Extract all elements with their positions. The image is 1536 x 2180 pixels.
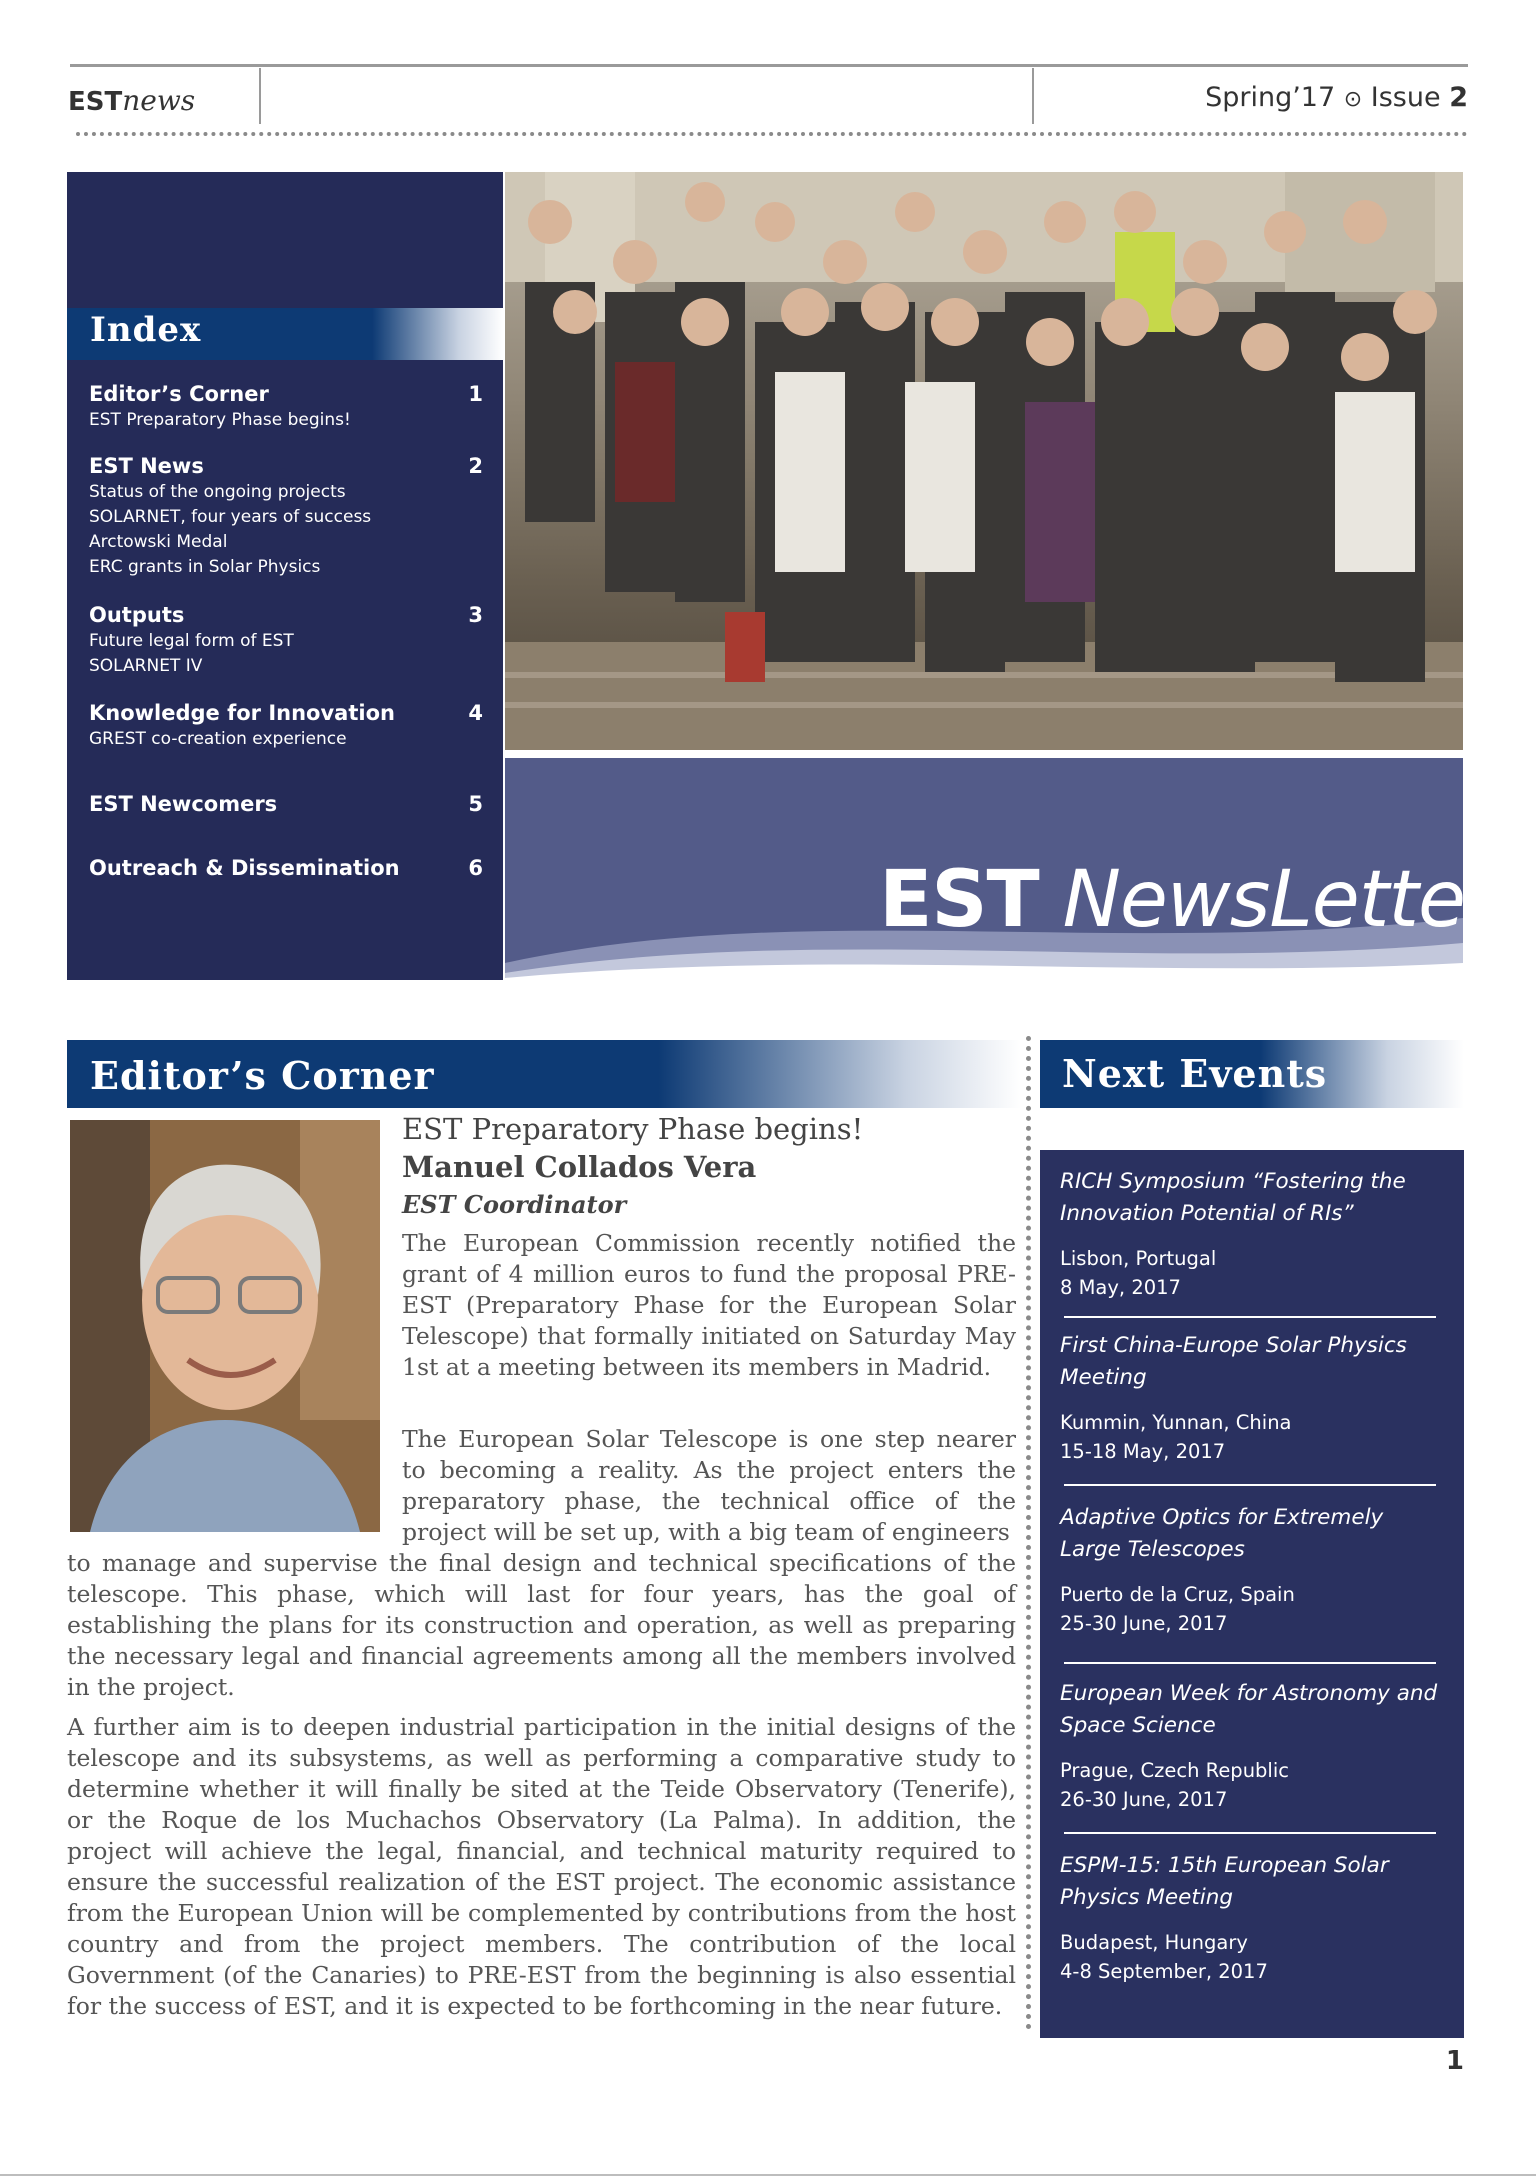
index-subitem: Status of the ongoing projects: [89, 482, 346, 502]
article-paragraph-1: The European Commission recently notified the grant of 4 million euros to fund the proposal PRE-EST (Preparatory Phase for the European Solar Telescope) that formally initiated on Saturday May 1st at a meeting between its members in Madrid.: [402, 1229, 1016, 1381]
index-item-heading: EST Newcomers: [89, 792, 278, 816]
editor-portrait: [70, 1120, 380, 1532]
next-events-title: Next Events: [1062, 1051, 1328, 1096]
event-name: RICH Symposium “Fostering the Innovation Potential of RIs”: [1060, 1169, 1406, 1226]
event-date: 26-30 June, 2017: [1060, 1788, 1228, 1811]
column-dotted-divider: [1026, 1036, 1031, 2030]
event-place: Lisbon, Portugal: [1060, 1247, 1217, 1270]
index-item-est-news[interactable]: [89, 452, 483, 580]
event-item[interactable]: [1060, 1502, 1440, 1638]
event-separator: [1064, 1832, 1436, 1834]
index-item-heading: Editor’s Corner: [89, 382, 269, 406]
index-subitem: ERC grants in Solar Physics: [89, 557, 321, 577]
event-name: First China-Europe Solar Physics Meeting: [1060, 1333, 1407, 1390]
article-paragraph-3: A further aim is to deepen industrial participation in the initial designs of the telescope and its subsystems, as well as performing a comparative study to determine whether it will finally be sited at the Teide Observatory (Tenerife), or the Roque de los Muchachos Observatory (La Palma). In addition, the project will achieve the legal, financial, and technical maturity required to ensure the successful realization of the EST project. The economic assistance from the European Union will be complemented by contributions from the host country and from the project members. The contribution of the local Government (of the Canaries) to PRE-EST from the beginning is also essential for the success of EST, and it is expected to be forthcoming in the near future.: [67, 1713, 1016, 2020]
index-subitem: EST Preparatory Phase begins!: [89, 410, 351, 430]
event-separator: [1064, 1484, 1436, 1486]
index-title: Index: [90, 310, 202, 350]
page-number: 1: [1445, 2046, 1464, 2076]
event-item[interactable]: [1060, 1166, 1440, 1302]
event-item[interactable]: [1060, 1330, 1440, 1466]
header-divider-right: [1032, 68, 1034, 124]
article-author-role: EST Coordinator: [402, 1190, 627, 1219]
article-author: Manuel Collados Vera: [402, 1150, 757, 1184]
index-subitem: Arctowski Medal: [89, 532, 228, 552]
index-item-page: 5: [468, 792, 483, 816]
index-item-outputs[interactable]: [89, 601, 483, 679]
article-paragraph-2-end: to manage and supervise the final design and technical specifications of the telescope. This phase, which will last for four years, has the goal of establishing the plans for its construction and operation, as well as preparing the necessary legal and financial agreements among all the members involved in the project.: [67, 1549, 1016, 1701]
header-top-rule: [70, 64, 1468, 67]
index-subitem: GREST co-creation experience: [89, 729, 347, 749]
event-place: Prague, Czech Republic: [1060, 1759, 1289, 1782]
index-item-heading: Knowledge for Innovation: [89, 701, 395, 725]
index-item-est-newcomers[interactable]: [89, 790, 483, 818]
event-item[interactable]: [1060, 1678, 1440, 1814]
index-subitem: SOLARNET IV: [89, 656, 203, 676]
event-name: European Week for Astronomy and Space Science: [1060, 1681, 1438, 1738]
article-headline: EST Preparatory Phase begins!: [402, 1112, 864, 1146]
event-date: 25-30 June, 2017: [1060, 1612, 1228, 1635]
page-bottom-rule: [0, 2174, 1536, 2176]
index-item-page: 6: [468, 856, 483, 880]
index-item-page: 3: [468, 603, 483, 627]
index-item-outreach-dissemination[interactable]: [89, 854, 483, 882]
index-item-page: 1: [468, 382, 483, 406]
event-name: Adaptive Optics for Extremely Large Telescopes: [1060, 1505, 1384, 1562]
event-place: Puerto de la Cruz, Spain: [1060, 1583, 1295, 1606]
event-separator: [1064, 1316, 1436, 1318]
newsletter-brand: ESTnews: [68, 84, 196, 117]
index-item-knowledge-for-innovation[interactable]: [89, 699, 483, 752]
index-item-editors-corner[interactable]: [89, 380, 483, 433]
group-photo: [505, 172, 1463, 750]
event-place: Kummin, Yunnan, China: [1060, 1411, 1292, 1434]
event-separator: [1064, 1662, 1436, 1664]
article-paragraph-2-start: The European Solar Telescope is one step nearer to becoming a reality. As the project enters the preparatory phase, the technical office of the project will be set up, with a big team of engineers: [402, 1425, 1016, 1546]
index-subitem: SOLARNET, four years of success: [89, 507, 372, 527]
index-item-heading: Outputs: [89, 603, 185, 627]
event-date: 15-18 May, 2017: [1060, 1440, 1226, 1463]
header-dotted-rule: [76, 132, 1468, 136]
index-item-heading: EST News: [89, 454, 204, 478]
header-divider-left: [259, 68, 261, 124]
event-item[interactable]: [1060, 1850, 1440, 1986]
event-date: 4-8 September, 2017: [1060, 1960, 1268, 1983]
editors-corner-title: Editor’s Corner: [90, 1053, 435, 1098]
index-item-page: 2: [468, 454, 483, 478]
event-place: Budapest, Hungary: [1060, 1931, 1248, 1954]
index-subitem: Future legal form of EST: [89, 631, 294, 651]
issue-label: Spring’17 ⊙ Issue 2: [1205, 82, 1468, 113]
index-item-page: 4: [468, 701, 483, 725]
index-item-heading: Outreach & Dissemination: [89, 856, 400, 880]
event-date: 8 May, 2017: [1060, 1276, 1181, 1299]
newsletter-title: EST NewsLetter: [879, 855, 1496, 945]
event-name: ESPM-15: 15th European Solar Physics Meeting: [1060, 1853, 1389, 1910]
